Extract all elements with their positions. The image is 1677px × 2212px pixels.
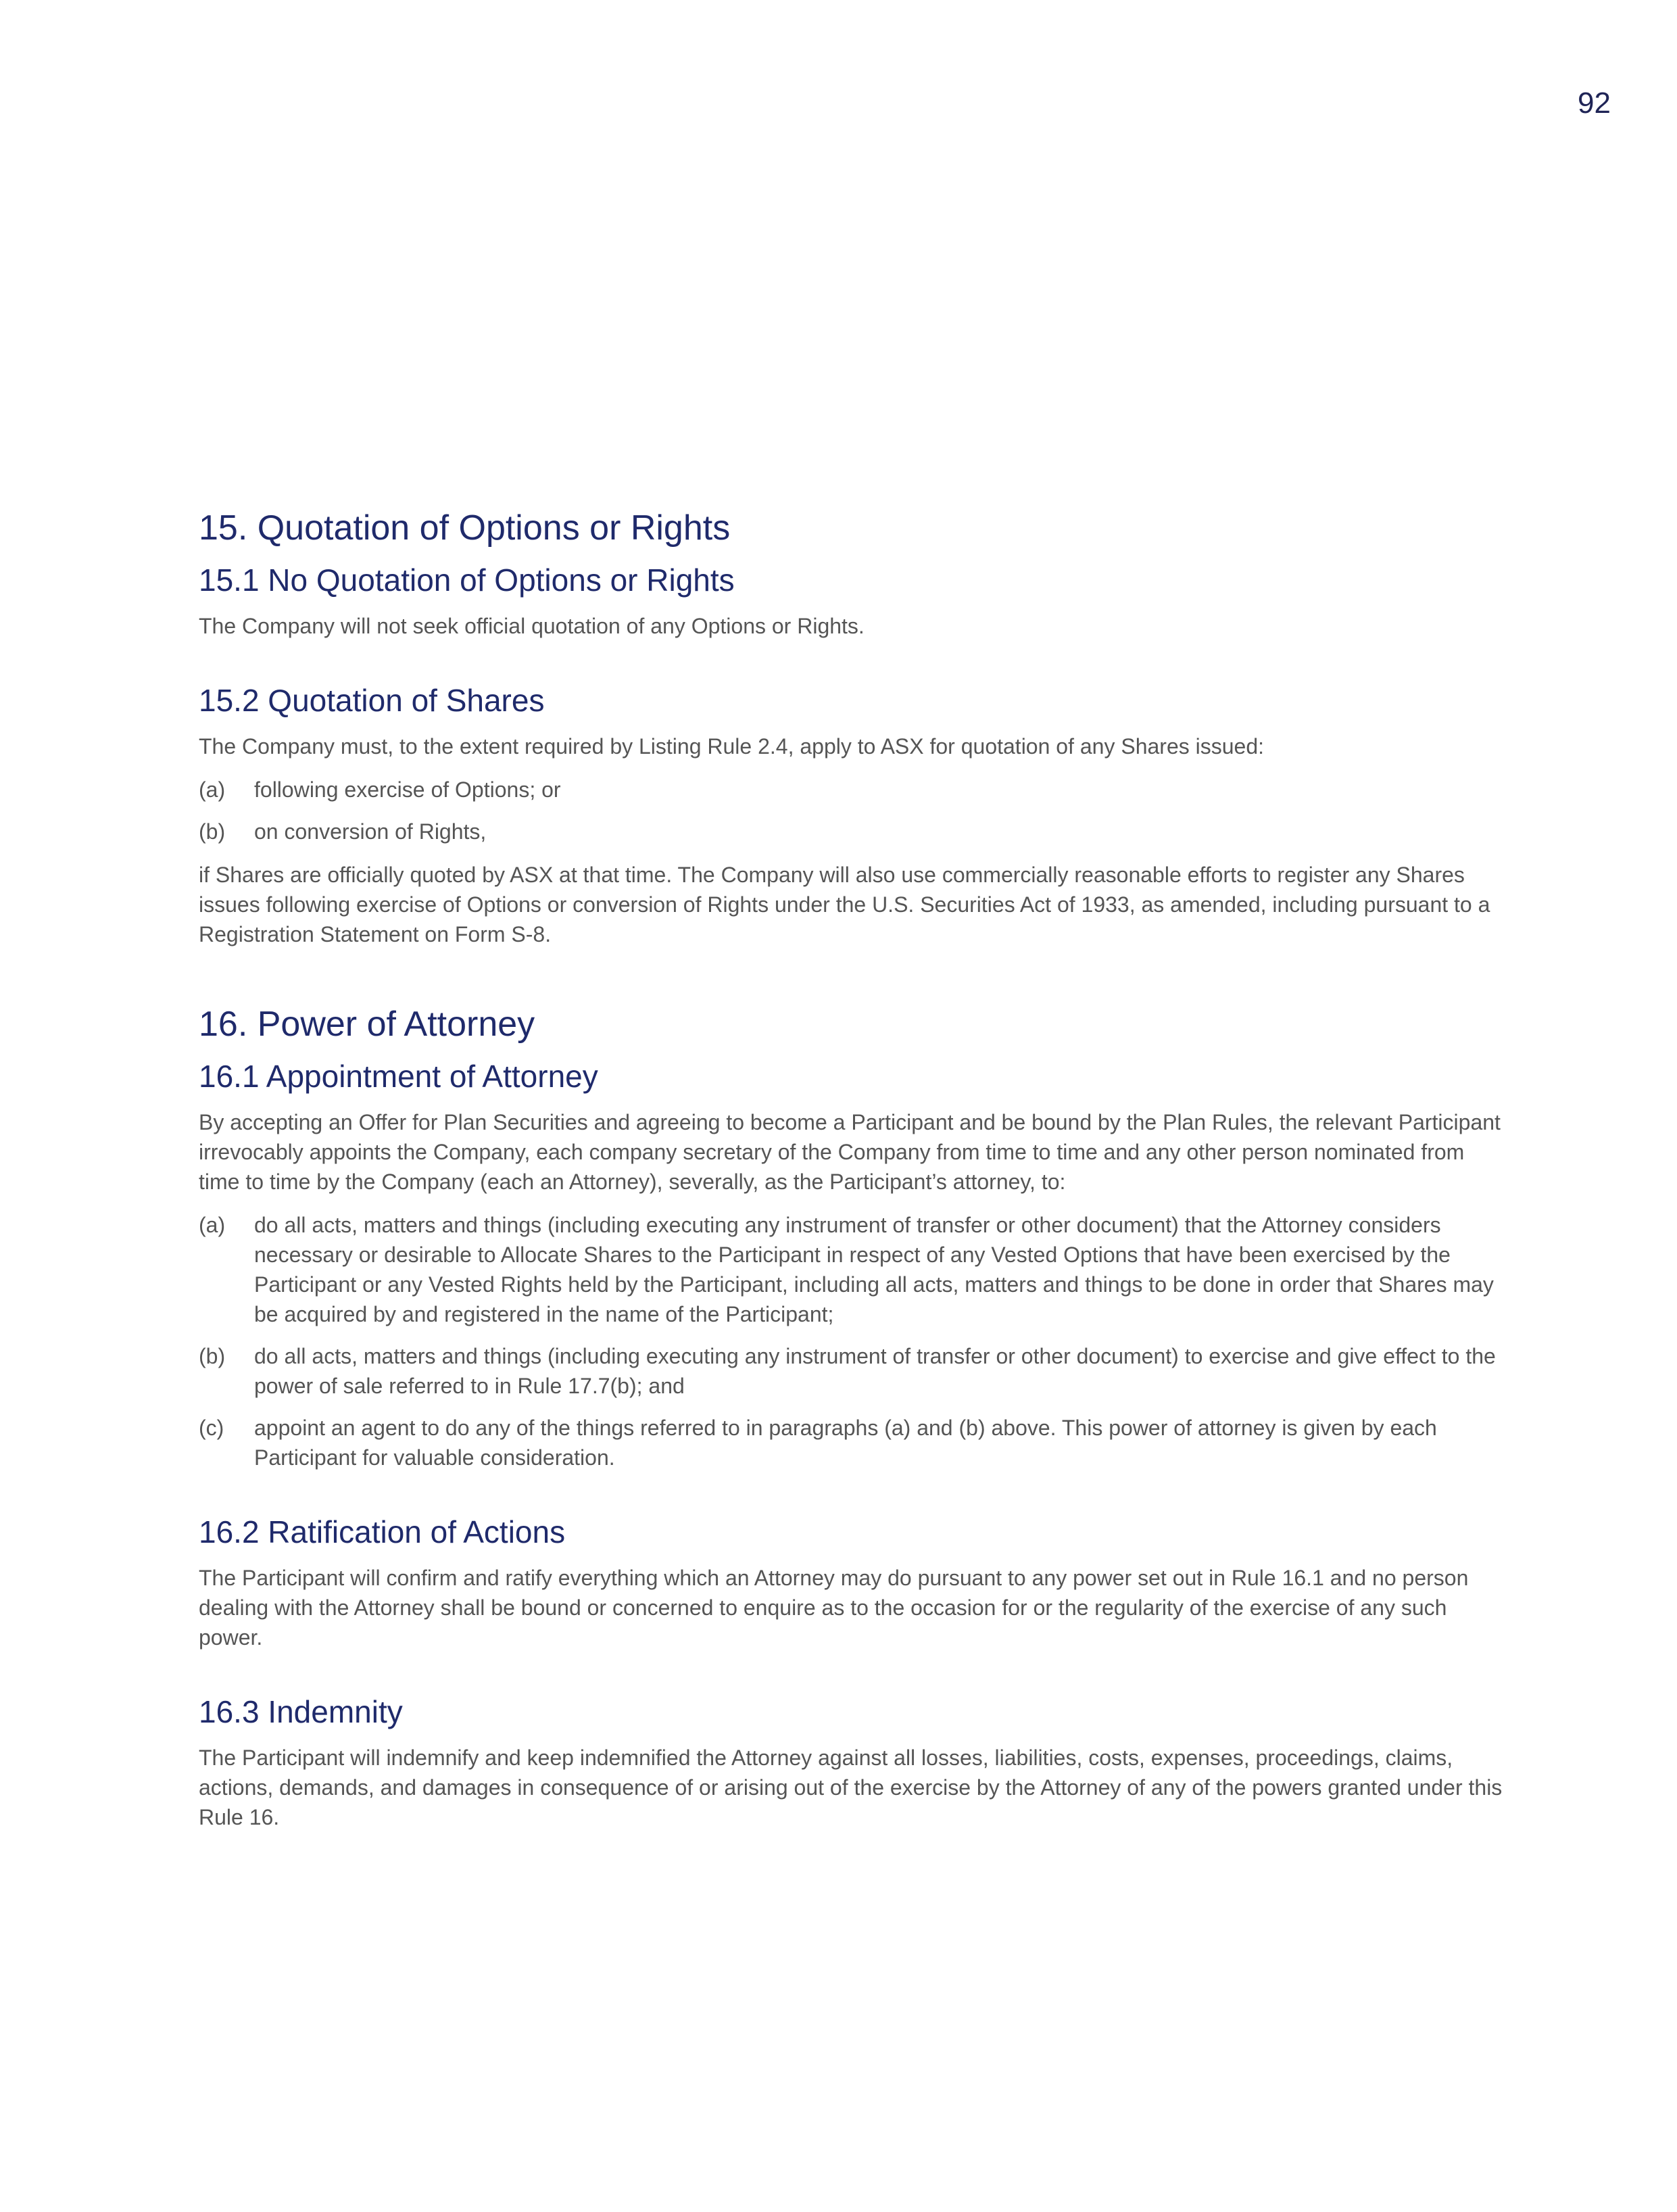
section-15-2-intro: The Company must, to the extent required by Listing Rule 2.4, apply to ASX for quotation of any Shares issued: [199, 734, 1265, 759]
section-15-2-outro: if Shares are officially quoted by ASX at that time. The Company will also use commercially reasonable efforts to register any Shares issues following exercise of Options or conversion of Rights under the U.S. Securities Act of 1933, as amended, including pursuant to a Registration Statement on Form S-8. [199, 863, 1490, 946]
section-15-heading: 15. Quotation of Options or Rights [199, 508, 731, 548]
list-item [199, 1413, 1510, 1472]
list-marker: (a) [199, 777, 226, 802]
section-15-1-heading: 15.1 No Quotation of Options or Rights [199, 562, 735, 598]
list-marker: (b) [199, 819, 226, 844]
list-text: appoint an agent to do any of the things referred to in paragraphs (a) and (b) above. This power of attorney is given by each Participant for valuable consideration. [254, 1416, 1437, 1470]
document-body [199, 506, 1510, 1846]
section-15-2-heading: 15.2 Quotation of Shares [199, 683, 545, 718]
list-marker: (b) [199, 1344, 226, 1368]
list-item [199, 1210, 1510, 1329]
list-item [199, 775, 1510, 804]
section-16-1-intro: By accepting an Offer for Plan Securities and agreeing to become a Participant and be bound by the Plan Rules, the relevant Participant irrevocably appoints the Company, each company secretary of the Company from time to time and any other person nominated from time to time by the Company (each an Attorney), severally, as the Participant’s attorney, to: [199, 1110, 1501, 1194]
list-text: do all acts, matters and things (including executing any instrument of transfer or other document) that the Attorney considers necessary or desirable to Allocate Shares to the Participant in respect of any Vested Options that have been exercised by the Participant or any Vested Rights held by the Participant, including all acts, matters and things to be done in order that Shares may be acquired by and registered in the name of the Participant; [254, 1213, 1494, 1326]
list-text: following exercise of Options; or [254, 777, 561, 802]
list-text: do all acts, matters and things (including executing any instrument of transfer or other document) to exercise and give effect to the power of sale referred to in Rule 17.7(b); and [254, 1344, 1496, 1398]
section-16-1-list [199, 1210, 1510, 1472]
section-16-3-heading: 16.3 Indemnity [199, 1694, 403, 1729]
section-16-1-heading: 16.1 Appointment of Attorney [199, 1059, 598, 1094]
section-16-2-heading: 16.2 Ratification of Actions [199, 1514, 566, 1549]
page-number: 92 [1578, 87, 1611, 120]
section-16-heading: 16. Power of Attorney [199, 1005, 535, 1044]
section-16-2-text: The Participant will confirm and ratify everything which an Attorney may do pursuant to any power set out in Rule 16.1 and no person dealing with the Attorney shall be bound or concerned to enquire as to the occasion for or the regularity of the exercise of any such power. [199, 1566, 1469, 1650]
list-marker: (c) [199, 1416, 224, 1440]
section-16-3-text: The Participant will indemnify and keep indemnified the Attorney against all losses, liabilities, costs, expenses, proceedings, claims, actions, demands, and damages in consequence of or arising out of the exercise by the Attorney of any of the powers granted under this Rule 16. [199, 1746, 1503, 1829]
list-item [199, 817, 1510, 846]
list-item [199, 1341, 1510, 1401]
list-text: on conversion of Rights, [254, 819, 487, 844]
list-marker: (a) [199, 1213, 226, 1237]
section-15-1-text: The Company will not seek official quotation of any Options or Rights. [199, 614, 865, 638]
section-15-2-list [199, 775, 1510, 846]
